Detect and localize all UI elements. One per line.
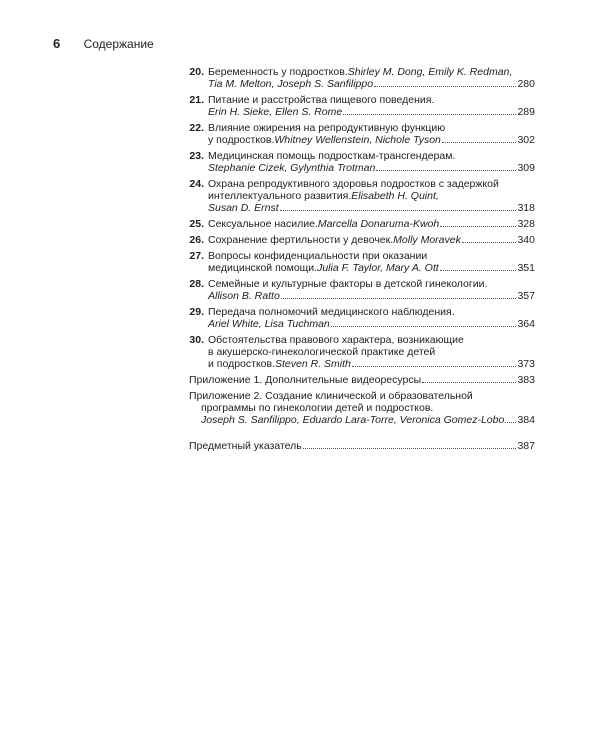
entry-title: Передача полномочий медицинского наблюдения. bbox=[208, 306, 455, 318]
toc-entry bbox=[189, 122, 535, 146]
toc-line bbox=[208, 318, 535, 330]
entry-authors: Julia F. Taylor, Mary A. Ott bbox=[317, 262, 439, 274]
toc-line bbox=[208, 150, 535, 162]
toc-line bbox=[208, 190, 535, 202]
entry-page-number: 302 bbox=[517, 134, 535, 146]
toc-line bbox=[208, 134, 535, 146]
chapter-number: 20. bbox=[189, 66, 204, 78]
chapter-number: 29. bbox=[189, 306, 204, 318]
entry-title: Предметный указатель bbox=[189, 440, 302, 452]
page-number: 6 bbox=[53, 36, 61, 51]
toc-line bbox=[189, 402, 535, 414]
toc-line bbox=[208, 334, 535, 346]
leader-dots bbox=[281, 298, 517, 299]
appendix-entry bbox=[189, 390, 535, 426]
chapter-number: 30. bbox=[189, 334, 204, 346]
toc-entry bbox=[189, 150, 535, 174]
toc-line bbox=[189, 414, 535, 426]
page-header bbox=[53, 36, 154, 51]
toc-entry bbox=[189, 306, 535, 330]
toc-line bbox=[208, 278, 535, 290]
entry-authors: Joseph S. Sanfilippo, Eduardo Lara-Torre, Veronica Gomez-Lobo bbox=[201, 414, 505, 426]
entry-authors: Erin H. Sieke, Ellen S. Rome bbox=[208, 106, 343, 118]
entry-title: Беременность у подростков. bbox=[208, 66, 348, 78]
entry-authors: Whitney Wellenstein, Nichole Tyson bbox=[274, 134, 441, 146]
entry-page-number: 280 bbox=[517, 78, 535, 90]
entry-title: и подростков. bbox=[208, 358, 275, 370]
entry-title: Обстоятельства правового характера, возникающие bbox=[208, 334, 464, 346]
toc-line bbox=[208, 346, 535, 358]
entry-authors: Tia M. Melton, Joseph S. Sanfilippo bbox=[208, 78, 374, 90]
entry-authors: Ariel White, Lisa Tuchman bbox=[208, 318, 330, 330]
toc-entry bbox=[189, 334, 535, 370]
toc-line bbox=[208, 78, 535, 90]
leader-dots bbox=[343, 114, 516, 115]
entry-title: Влияние ожирения на репродуктивную функцию bbox=[208, 122, 446, 134]
chapter-number: 21. bbox=[189, 94, 204, 106]
toc-line bbox=[189, 390, 535, 402]
leader-dots bbox=[376, 170, 516, 171]
leader-dots bbox=[303, 448, 517, 449]
entry-authors: Elisabeth H. Quint, bbox=[351, 190, 439, 202]
entry-title: Семейные и культурные факторы в детской гинекологии. bbox=[208, 278, 488, 290]
entry-authors: Allison B. Ratto bbox=[208, 290, 280, 302]
entry-page-number: 340 bbox=[517, 234, 535, 246]
entry-title: программы по гинекологии детей и подростков. bbox=[201, 402, 434, 414]
entry-authors: Susan D. Ernst bbox=[208, 202, 279, 214]
appendix-entry bbox=[189, 374, 535, 386]
entry-page-number: 328 bbox=[517, 218, 535, 230]
toc-entry bbox=[189, 250, 535, 274]
entry-authors: Steven R. Smith bbox=[275, 358, 351, 370]
chapter-number: 28. bbox=[189, 278, 204, 290]
toc-line bbox=[208, 218, 535, 230]
entry-title: Приложение 2. Создание клинической и образовательной bbox=[189, 390, 473, 402]
toc-line bbox=[208, 178, 535, 190]
entry-title: Приложение 1. Дополнительные видеоресурсы bbox=[189, 374, 422, 386]
toc-entry bbox=[189, 178, 535, 214]
toc-line bbox=[208, 94, 535, 106]
toc-line bbox=[208, 250, 535, 262]
leader-dots bbox=[422, 382, 516, 383]
entry-title: Питание и расстройства пищевого поведения. bbox=[208, 94, 435, 106]
entry-page-number: 387 bbox=[517, 440, 535, 452]
chapter-number: 27. bbox=[189, 250, 204, 262]
toc-line bbox=[208, 106, 535, 118]
entry-title: Сексуальное насилие. bbox=[208, 218, 318, 230]
toc-line bbox=[208, 202, 535, 214]
toc-line bbox=[208, 66, 535, 78]
toc-line bbox=[208, 162, 535, 174]
toc-line bbox=[208, 122, 535, 134]
leader-dots bbox=[331, 326, 517, 327]
toc-line bbox=[189, 374, 535, 386]
leader-dots bbox=[280, 210, 517, 211]
toc-entry bbox=[189, 278, 535, 302]
page-title: Содержание bbox=[83, 37, 154, 51]
entry-authors: Shirley M. Dong, Emily K. Redman, bbox=[347, 66, 513, 78]
entry-page-number: 384 bbox=[517, 414, 535, 426]
entry-title: в акушерско-гинекологической практике детей bbox=[208, 346, 436, 358]
entry-title: Медицинская помощь подросткам-трансгендерам. bbox=[208, 150, 456, 162]
chapter-number: 24. bbox=[189, 178, 204, 190]
toc-line bbox=[189, 440, 535, 452]
toc-line bbox=[208, 290, 535, 302]
leader-dots bbox=[442, 142, 517, 143]
table-of-contents bbox=[189, 66, 535, 456]
leader-dots bbox=[352, 366, 517, 367]
entry-page-number: 318 bbox=[517, 202, 535, 214]
toc-entry bbox=[189, 218, 535, 230]
entry-title: Вопросы конфиденциальности при оказании bbox=[208, 250, 428, 262]
leader-dots bbox=[462, 242, 517, 243]
entry-title: Сохранение фертильности у девочек. bbox=[208, 234, 394, 246]
entry-page-number: 364 bbox=[517, 318, 535, 330]
chapter-number: 23. bbox=[189, 150, 204, 162]
toc-entry bbox=[189, 94, 535, 118]
entry-title: Охрана репродуктивного здоровья подростков с задержкой bbox=[208, 178, 499, 190]
entry-authors: Stephanie Cizek, Gylynthia Trotman bbox=[208, 162, 376, 174]
entry-page-number: 289 bbox=[517, 106, 535, 118]
leader-dots bbox=[440, 226, 516, 227]
index-entry bbox=[189, 440, 535, 452]
leader-dots bbox=[440, 270, 517, 271]
entry-page-number: 383 bbox=[517, 374, 535, 386]
leader-dots bbox=[374, 86, 516, 87]
entry-authors: Molly Moravek bbox=[393, 234, 461, 246]
toc-line bbox=[208, 262, 535, 274]
chapter-number: 25. bbox=[189, 218, 204, 230]
entry-title: у подростков. bbox=[208, 134, 275, 146]
leader-dots bbox=[505, 422, 516, 423]
entry-page-number: 351 bbox=[517, 262, 535, 274]
toc-line bbox=[208, 306, 535, 318]
toc-spacer bbox=[189, 430, 535, 440]
toc-line bbox=[208, 234, 535, 246]
entry-title: медицинской помощи. bbox=[208, 262, 318, 274]
chapter-number: 22. bbox=[189, 122, 204, 134]
entry-page-number: 357 bbox=[517, 290, 535, 302]
entry-authors: Marcella Donaruma-Kwoh bbox=[317, 218, 440, 230]
entry-page-number: 309 bbox=[517, 162, 535, 174]
entry-page-number: 373 bbox=[517, 358, 535, 370]
entry-title: интеллектуального развития. bbox=[208, 190, 352, 202]
toc-line bbox=[208, 358, 535, 370]
toc-entry bbox=[189, 66, 535, 90]
toc-entry bbox=[189, 234, 535, 246]
chapter-number: 26. bbox=[189, 234, 204, 246]
